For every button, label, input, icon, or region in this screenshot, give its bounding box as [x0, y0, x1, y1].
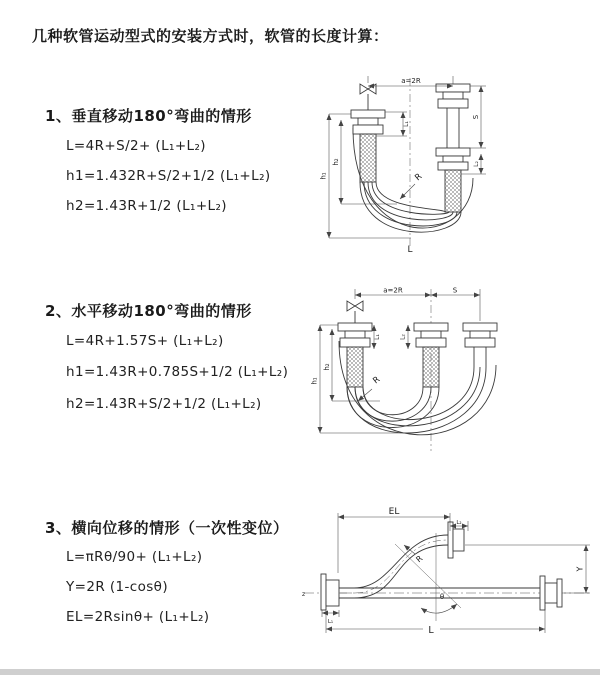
dim-label-el: EL	[388, 507, 400, 517]
radius-label: R	[371, 374, 383, 387]
formula-line: h2=1.43R+1/2 (L₁+L₂)	[66, 198, 227, 214]
left-connector	[351, 84, 385, 182]
formula-line: h1=1.432R+S/2+1/2 (L₁+L₂)	[66, 168, 271, 184]
right-connector	[436, 84, 470, 212]
left-flange	[321, 574, 339, 610]
dim-label-y: Y	[575, 566, 585, 572]
dim-label-h1: h₁	[310, 377, 319, 385]
diagram-lateral-displacement	[298, 505, 600, 650]
formula-line: h2=1.43R+S/2+1/2 (L₁+L₂)	[66, 396, 262, 412]
dim-label-l2: L₂	[399, 334, 407, 340]
dim-label-a2r: a=2R	[383, 286, 403, 295]
angle-arc	[421, 604, 457, 613]
dim-label-s: S	[452, 286, 458, 295]
section-1-heading: 1、垂直移动180°弯曲的情形	[45, 107, 252, 125]
flange-upper-position	[436, 84, 470, 92]
formula-line: L=4R+1.57S+ (L₁+L₂)	[66, 333, 224, 349]
formula-line: L=4R+S/2+ (L₁+L₂)	[66, 138, 206, 154]
braided-hose-section	[445, 170, 461, 212]
right-connector	[463, 323, 497, 367]
section-2-heading: 2、水平移动180°弯曲的情形	[45, 302, 252, 320]
formula-line: Y=2R (1-cosθ)	[66, 579, 168, 595]
angle-theta-label: θ	[439, 593, 445, 601]
flange-lower-position	[436, 148, 470, 156]
radius-label: R	[413, 171, 425, 184]
diagram-vertical-180-bend	[315, 70, 595, 260]
dim-label-h2: h₂	[323, 363, 331, 371]
flange	[338, 323, 372, 331]
page-edge-shadow	[0, 669, 600, 675]
braided-hose-section	[423, 347, 439, 387]
section-3-heading: 3、横向位移的情形（一次性变位）	[45, 519, 289, 537]
dim-label-h1: h₁	[319, 172, 328, 180]
dim-label-l1: L₁	[403, 121, 410, 127]
formula-line: L=πRθ/90+ (L₁+L₂)	[66, 549, 203, 565]
length-label: L	[428, 625, 434, 636]
hose-displaced-position	[339, 535, 448, 598]
formula-line: EL=2Rsinθ+ (L₁+L₂)	[66, 609, 210, 625]
dim-label-l1: L₁	[327, 619, 334, 625]
formula-line: h1=1.43R+0.785S+1/2 (L₁+L₂)	[66, 364, 289, 380]
flange	[351, 110, 385, 118]
dim-label-l2: L₂	[473, 161, 480, 167]
diagram-horizontal-180-bend	[308, 283, 600, 461]
page-title: 几种软管运动型式的安装方式时，软管的长度计算：	[32, 27, 389, 45]
flange-original-position	[414, 323, 448, 331]
dim-label-h2: h₂	[332, 158, 340, 166]
dim-label-a2r: a=2R	[401, 77, 421, 85]
braided-hose-section	[360, 134, 376, 182]
upper-right-flange	[448, 522, 464, 558]
valve-icon	[347, 301, 355, 311]
valve-icon	[360, 84, 368, 94]
centerline-z-mark: z	[302, 591, 306, 598]
dim-label-l1: L₁	[374, 334, 381, 340]
braided-hose-section	[347, 347, 363, 387]
length-label: L	[407, 245, 413, 255]
flange-moved-position	[463, 323, 497, 331]
lower-right-flange	[540, 576, 562, 610]
dim-label-s: S	[472, 114, 480, 120]
middle-connector	[414, 323, 448, 387]
radius-label: R	[414, 553, 425, 565]
dim-label-l2: L₂	[456, 520, 462, 526]
